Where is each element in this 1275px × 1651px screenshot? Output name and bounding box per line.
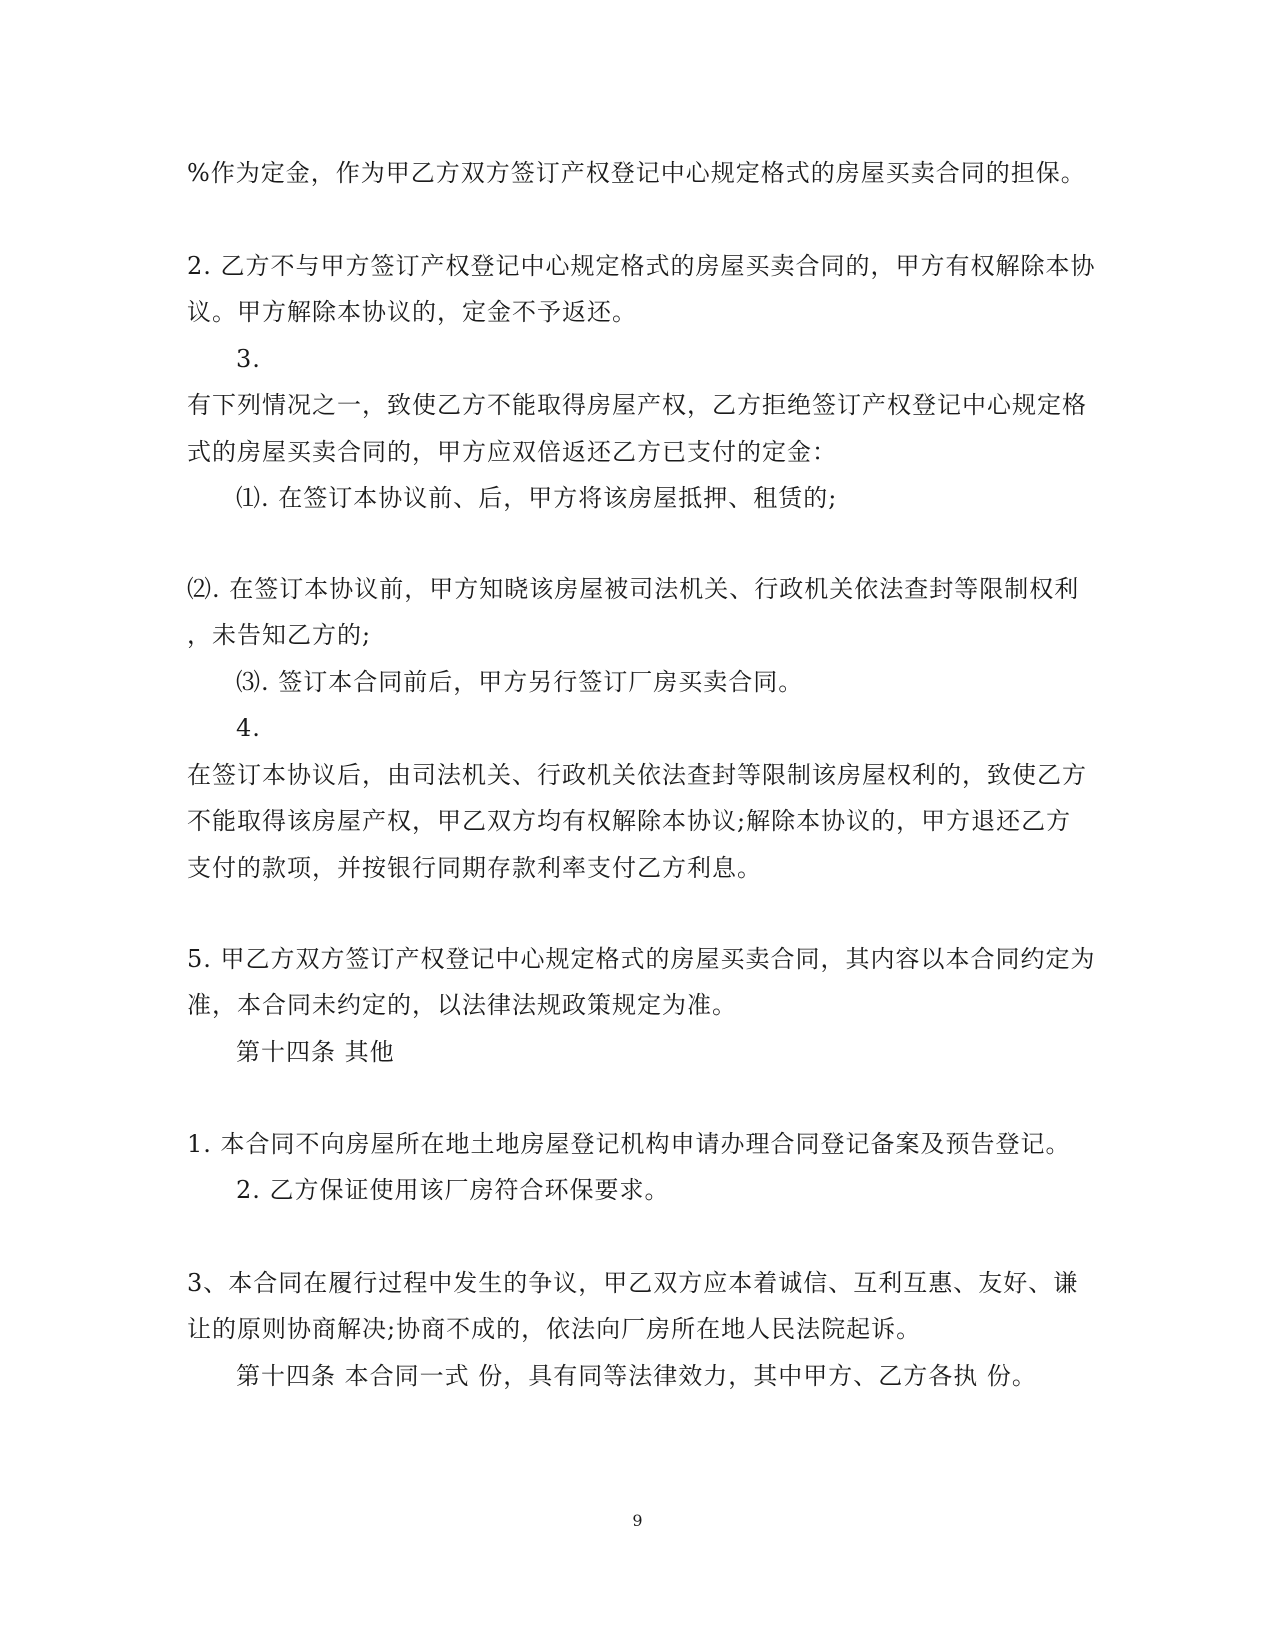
text-line: ，未告知乙方的; [187,621,372,649]
text-line: %作为定金，作为甲乙方双方签订产权登记中心规定格式的房屋买卖合同的担保。 [187,159,1086,187]
text-line: ⑴. 在签订本协议前、后，甲方将该房屋抵押、租赁的; [236,484,838,512]
text-line: 3. [236,345,261,373]
text-line: 4. [236,714,261,742]
text-line: 议。甲方解除本协议的，定金不予返还。 [187,298,637,326]
text-line: 准，本合同未约定的，以法律法规政策规定为准。 [187,991,737,1019]
text-line: 第十四条 本合同一式 份，具有同等法律效力，其中甲方、乙方各执 份。 [236,1362,1037,1390]
text-line: 3、本合同在履行过程中发生的争议，甲乙双方应本着诚信、互利互惠、友好、谦 [187,1269,1079,1297]
text-line: 支付的款项，并按银行同期存款利率支付乙方利息。 [187,854,762,882]
page-number: 9 [632,1511,643,1530]
text-line: 2. 乙方不与甲方签订产权登记中心规定格式的房屋买卖合同的，甲方有权解除本协 [187,252,1096,280]
text-line: 有下列情况之一，致使乙方不能取得房屋产权，乙方拒绝签订产权登记中心规定格 [187,391,1087,419]
text-line: ⑶. 签订本合同前后，甲方另行签订厂房买卖合同。 [236,668,804,696]
text-line: 不能取得该房屋产权，甲乙双方均有权解除本协议;解除本协议的，甲方退还乙方 [187,807,1072,835]
section-heading: 第十四条 其他 [236,1038,395,1066]
text-line: 在签订本协议后，由司法机关、行政机关依法查封等限制该房屋权利的，致使乙方 [187,761,1087,789]
text-line: 式的房屋买卖合同的，甲方应双倍返还乙方已支付的定金： [187,438,837,466]
text-line: 5. 甲乙方双方签订产权登记中心规定格式的房屋买卖合同，其内容以本合同约定为 [187,945,1096,973]
text-line: ⑵. 在签订本协议前，甲方知晓该房屋被司法机关、行政机关依法查封等限制权利 [187,575,1080,603]
text-line: 1. 本合同不向房屋所在地土地房屋登记机构申请办理合同登记备案及预告登记。 [187,1130,1071,1158]
text-line: 2. 乙方保证使用该厂房符合环保要求。 [236,1176,670,1204]
text-line: 让的原则协商解决;协商不成的，依法向厂房所在地人民法院起诉。 [187,1315,922,1343]
